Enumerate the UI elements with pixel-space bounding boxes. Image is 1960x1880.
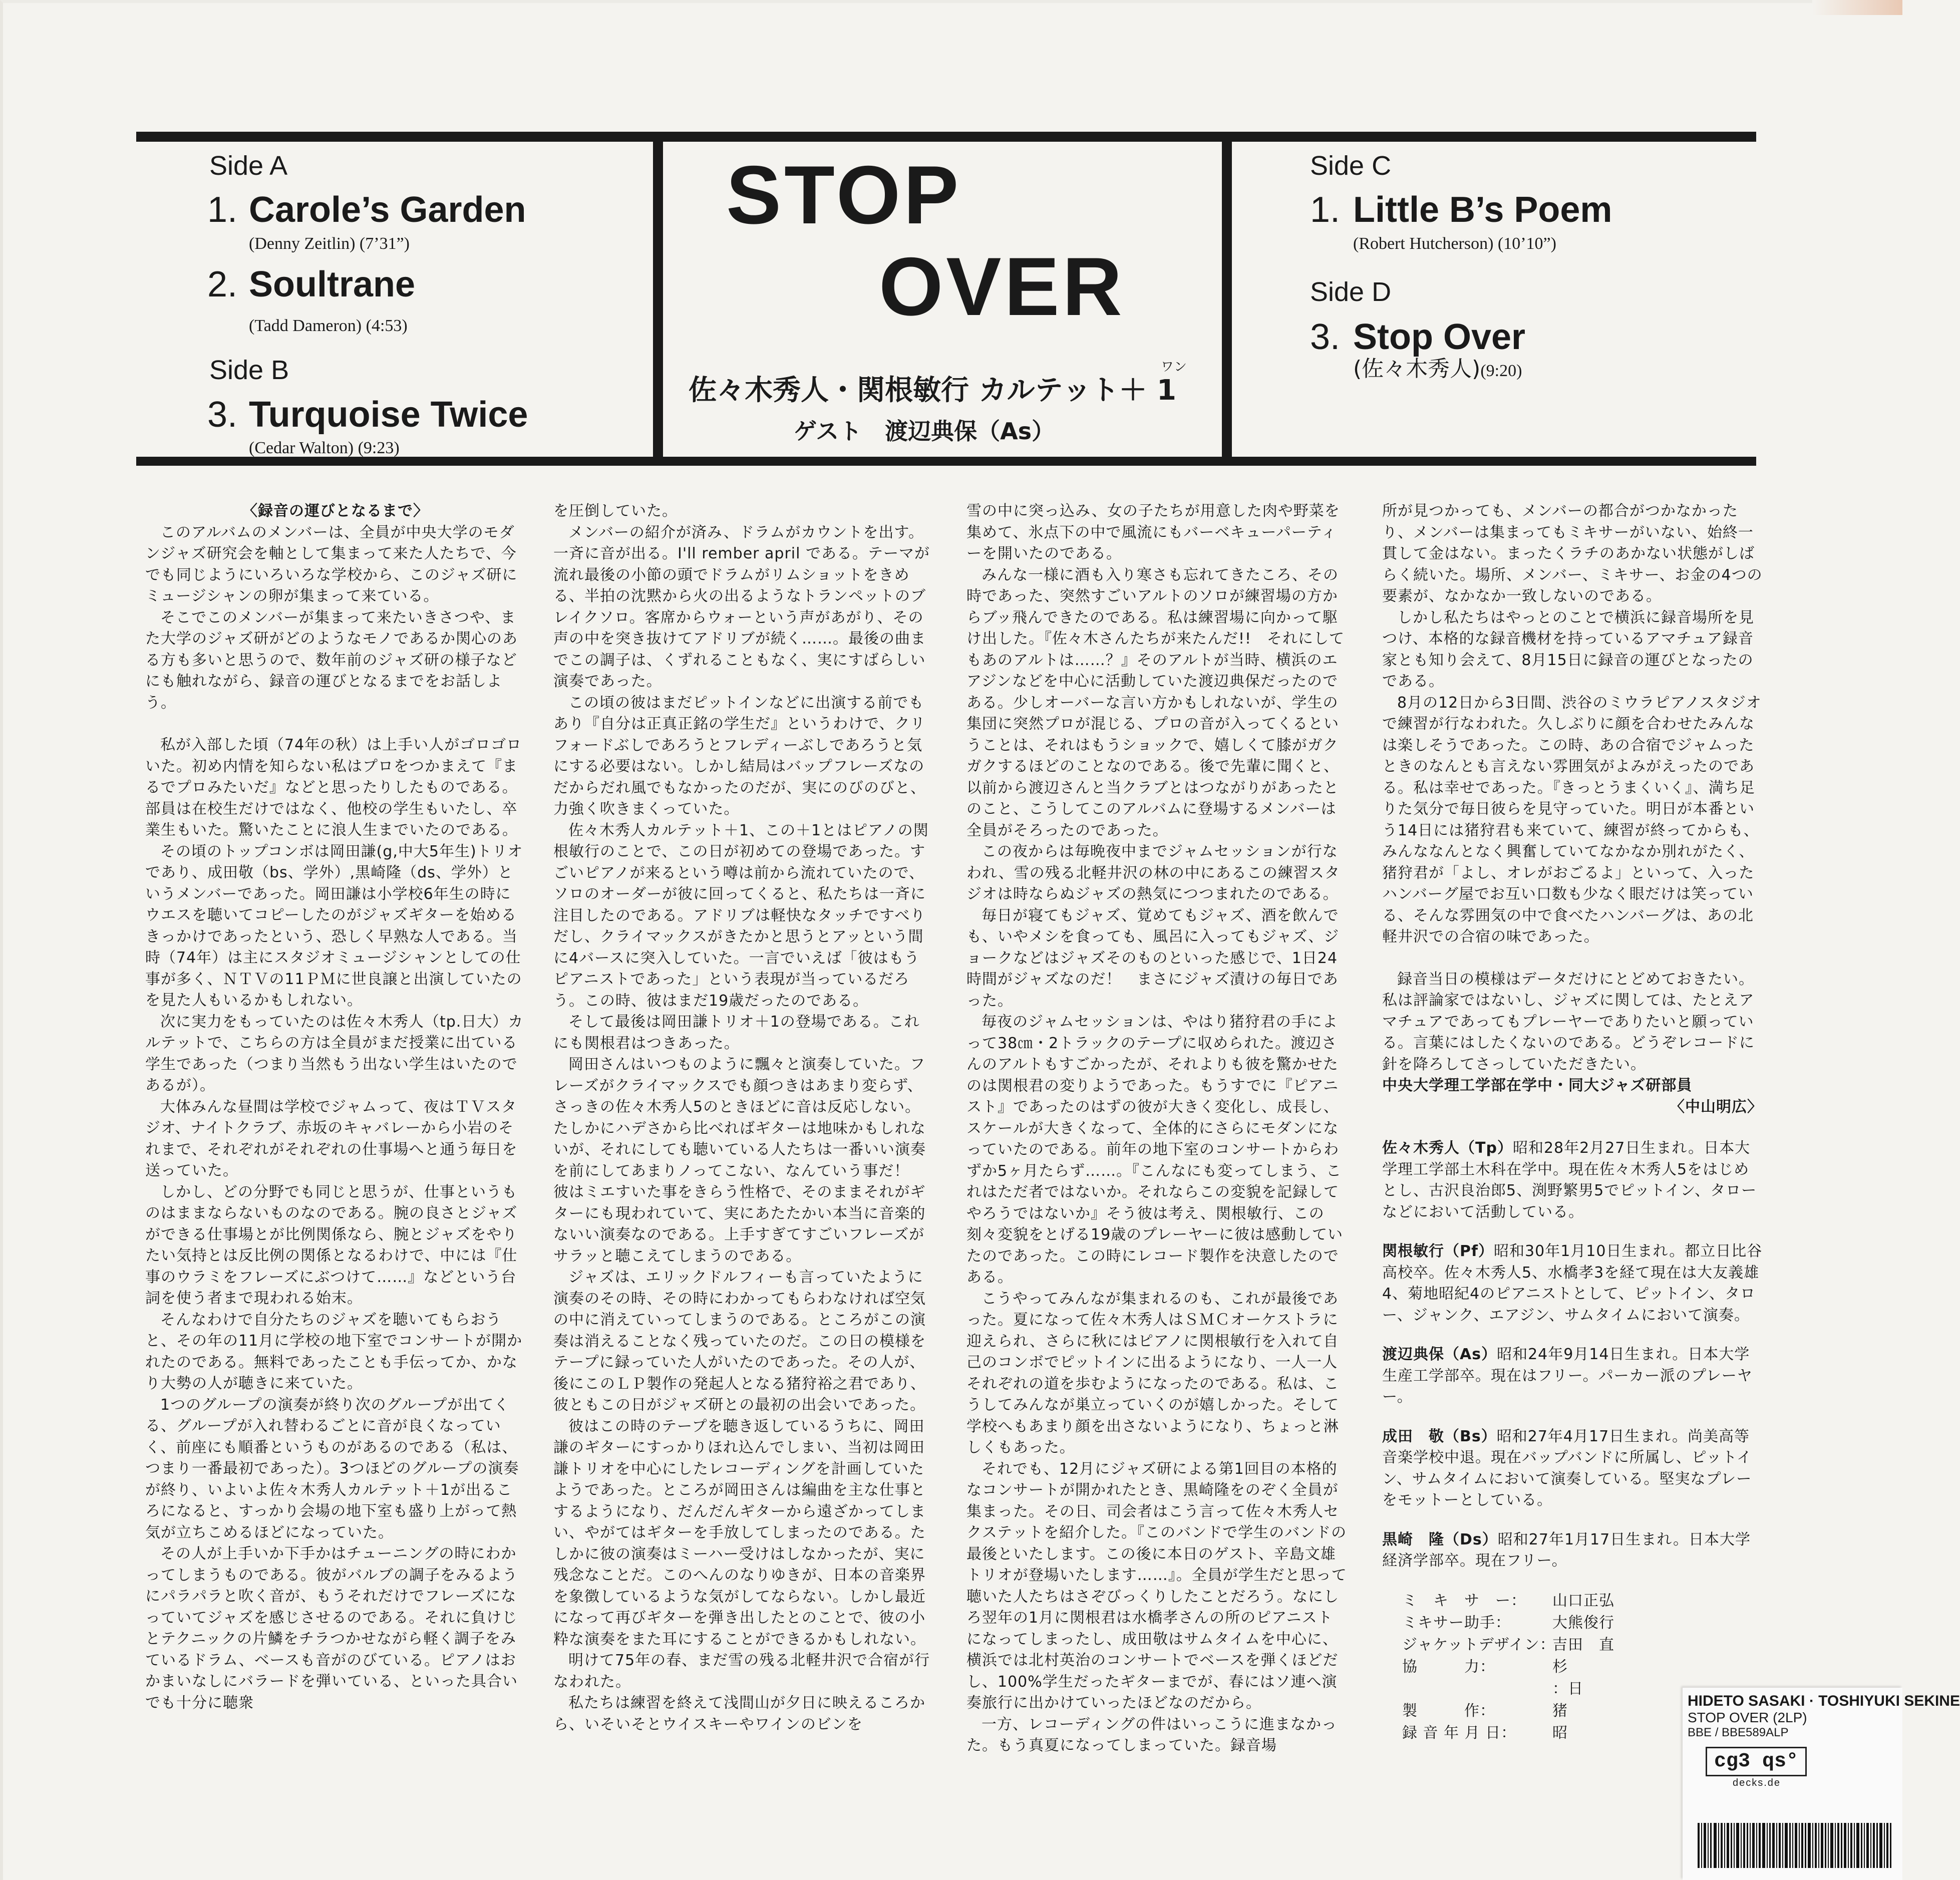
- staff-role: ミ キ サ ー：: [1402, 1592, 1526, 1610]
- side-d-label: Side D: [1310, 277, 1392, 307]
- band-name: 佐々木秀人・関根敏行 カルテット＋ 1: [689, 374, 1176, 407]
- album-title-line1: STOP: [726, 149, 962, 241]
- liner-paragraph: 私が入部した頃（74年の秋）は上手い人がゴロゴロいた。初め内情を知らない私はプロをつかまえて『まるでプロみたいだ』などと思ったりしたものである。部員は在校生だけではなく、他校の学生もいたし、卒業生もいた。驚いたことに浪人生までいたのである。: [145, 736, 522, 839]
- liner-column-4: [1382, 501, 1763, 1744]
- header-top-rule: [136, 132, 1756, 142]
- track-number: 3.: [207, 395, 238, 435]
- staff-name: 杉: [1552, 1658, 1568, 1676]
- member-text: 昭和27年4月17日生まれ。尚美高等音楽学校中退。現在バップバンドに所属し、ピットイン、サムタイムにおいて演奏している。堅実なプレーをモットーとしている。: [1382, 1427, 1752, 1509]
- liner-paragraph: この夜からは毎晩夜中までジャムセッションが行なわれ、雪の残る北軽井沢の林の中にあるこの練習スタジオは時ならぬジャズの熱気につつまれたのである。: [966, 843, 1340, 903]
- liner-paragraph: ジャズは、エリックドルフィーも言っていたように演奏のその時、その時にわかってもらわなければ空気の中に消えていってしまうのである。ところがこの演奏は消えることなく残っていたのだ。この日の模様をテープに録っていた人がいたのであった。その人が、後にこのＬＰ製作の発起人となる猪狩裕之君であり、彼ともこの日がジャズ研との最初の出会いであった。: [553, 1269, 926, 1414]
- liner-paragraph: 録音当日の模様はデータだけにとどめておきたい。私は評論家ではないし、ジャズに関しては、たとえアマチュアであってもプレーヤーでありたいと願っている。言葉にはしたくないのである。どうぞレコードに針を降ろしてさっしていただきたい。: [1382, 970, 1755, 1073]
- author-affiliation: 中央大学理工学部在学中・同大ジャズ研部員: [1382, 1077, 1693, 1094]
- track-number: 1.: [1310, 190, 1341, 230]
- header-divider-left: [653, 142, 663, 457]
- corner-wear: [1812, 0, 1902, 15]
- liner-column-2: [553, 501, 934, 1735]
- member-name: 黒崎 隆（Ds）: [1382, 1530, 1498, 1548]
- member-bio: [1382, 1344, 1763, 1408]
- member-text: 昭和28年2月27日生まれ。日本大学理工学部土木科在学中。現在佐々木秀人5をはじめとし、古沢良治郎5、渕野繁男5でピットイン、タローなどにおいて活動している。: [1382, 1139, 1757, 1221]
- ruby-reading: ワン: [1161, 360, 1187, 375]
- staff-name: 昭: [1552, 1724, 1568, 1742]
- liner-paragraph: 毎日が寝てもジャズ、覚めてもジャズ、酒を飲んでも、いやメシを食っても、風呂に入ってもジャズ、ジョークなどはジャズそのものといった感じで、1日24時間がジャズなのだ！ まさにジャズ漬けの毎日であった。: [966, 906, 1340, 1010]
- album-title-line2: OVER: [879, 240, 1125, 333]
- staff-role: 製 作：: [1402, 1702, 1495, 1720]
- liner-column-3: [966, 501, 1347, 1757]
- side-b-label: Side B: [209, 355, 289, 385]
- liner-paragraph: その人が上手いか下手かはチューニングの時にわかってしまうものである。彼がバルブの調子をみるようにパラパラと吹く音が、もうそれだけでフレーズになっていてジャズを感じさせるのである。それに負けじとテクニックの片鱗をチラつかせながら軽く調子をみているドラム、ベースも音がのびている。ピアノはおかまいなしにバラードを弾いている、といった具合いでも十分に聴衆: [145, 1545, 518, 1712]
- liner-paragraph: 雪の中に突っ込み、女の子たちが用意した肉や野菜を集めて、氷点下の中で風流にもバーベキューパーティーを開いたのである。: [966, 502, 1340, 562]
- paragraph-gap: [145, 714, 526, 735]
- staff-role: 協 力：: [1402, 1658, 1495, 1676]
- sticker-artist: HIDETO SASAKI · TOSHIYUKI SEKINE: [1688, 1693, 1960, 1709]
- track-number: 3.: [1310, 317, 1341, 357]
- liner-paragraph: 所が見つかっても、メンバーの都合がつかなかったり、メンバーは集まってもミキサーがいない、始終一貫して金はない。まったくラチのあかない状態がしばらく続いた。場所、メンバー、ミキサー、お金の4つの要素が、なかなか一致しないのである。: [1382, 502, 1763, 605]
- track-title: Stop Over: [1353, 317, 1526, 357]
- guest-credit: ゲスト 渡辺典保（As）: [794, 418, 1055, 445]
- staff-role: [1402, 1678, 1552, 1700]
- sticker-catalog: BBE / BBE589ALP: [1688, 1726, 1789, 1739]
- liner-paragraph: 次に実力をもっていたのは佐々木秀人（tp.日大）カルテットで、こちらの方は全員がまだ授業に出ている学生であった（つまり当然もう出ない学生はいたのであるが）。: [145, 1013, 524, 1094]
- liner-paragraph: 私たちは練習を終えて浅間山が夕日に映えるころから、いそいそとウイスキーやワインのビンを: [553, 1694, 925, 1733]
- liner-paragraph: 岡田さんはいつものように飄々と演奏していた。フレーズがクライマックスでも顔つきはあまり変らず、さっきの佐々木秀人5のときほどに音は反応しない。たしかにハデさから比べればギターは地味かもしれないが、それにしても聴いている人たちは一番いい演奏を前にしてあまりノってこない、なんていう事だ！ 彼はミエすいた事をきらう性格で、そのままそれがギターにも現われていて、実にあたたかい本当に音楽的ないい演奏なのである。上手すぎてすごいフレーズがサラッと聴こえてしまうのである。: [553, 1056, 926, 1265]
- liner-paragraph: 1つのグループの演奏が終り次のグループが出てくる、グループが入れ替わるごとに音が良くなっていく、前座にも順番というものがあるのである（私は、つまり一番最初であった）。3つほどのグループの演奏が終り、いよいよ佐々木秀人カルテット＋1が出るころになると、すっかり会場の地下室も盛り上がって熱気が立ちこめるほどになっていた。: [145, 1396, 519, 1541]
- shop-url: decks.de: [1733, 1777, 1781, 1788]
- liner-paragraph: この頃の彼はまだピットインなどに出演する前でもあり『自分は正真正銘の学生だ』というわけで、クリフォードぶしであろうとフレディーぶしであろうと気にする必要はない。しかし結局はバップフレーズなのだからだれ風でもなかったのだが、実にのびのびと、力強く吹きまくっていた。: [553, 694, 926, 818]
- member-bio: [1382, 1138, 1763, 1223]
- member-name: 佐々木秀人（Tp）: [1382, 1139, 1513, 1157]
- track-title: Little B’s Poem: [1353, 190, 1612, 230]
- paragraph-gap: [1382, 948, 1763, 969]
- track-title: Turquoise Twice: [249, 395, 528, 435]
- shop-logo: cg3 qs°: [1706, 1747, 1807, 1776]
- staff-row: [1402, 1656, 1763, 1678]
- staff-row: [1402, 1634, 1763, 1656]
- member-name: 渡辺典保（As）: [1382, 1346, 1497, 1363]
- liner-heading: 〈録音の運びとなるまで〉: [242, 502, 429, 520]
- member-text: 昭和24年9月14日生まれ。日本大学生産工学部卒。現在はフリー。パーカー派のプレーヤー。: [1382, 1346, 1753, 1406]
- sticker-title: STOP OVER (2LP): [1688, 1710, 1807, 1725]
- member-name: 成田 敬（Bs）: [1382, 1427, 1497, 1445]
- liner-paragraph: メンバーの紹介が済み、ドラムがカウントを出す。一斉に音が出る。I'll rember april である。テーマが流れ最後の小節の頭でドラムがリムショットをきめる、半拍の沈黙から火の出るようなトランペットのブレイクソロ。客席からウォーという声があがり、その声の中を突き抜けてアドリブが続く……。最後の曲までこの調子は、くずれることもなく、実にすばらしい演奏であった。: [553, 523, 930, 690]
- track-credit: (Robert Hutcherson) (10’10”): [1353, 234, 1556, 253]
- side-a-label: Side A: [209, 151, 288, 181]
- track-credit: (Denny Zeitlin) (7’31”): [249, 234, 410, 253]
- shop-sticker: [1683, 1688, 1960, 1880]
- liner-paragraph: みんな一様に酒も入り寒さも忘れてきたころ、その時であった、突然すごいアルトのソロが練習場の方からブッ飛んできたのである。私は練習場に向かって駆け出した。『佐々木さんたちが来たんだ!! それにしてもあのアルトは……？』そのアルトが当時、横浜のエアジンなどを中心に活動していた渡辺典保だったのである。少しオーバーな言い方かもしれないが、学生の集団に突然プロが混じる、プロの音が入ってくるということは、それはもうショックで、嬉しくて膝がガクガクするほどのことなのである。後で先輩に聞くと、以前から渡辺さんと当クラブとはつながりがあったとのこと、こうしてこのアルバムに登場するメンバーは全員がそろったのであった。: [966, 566, 1345, 839]
- liner-paragraph: しかし、どの分野でも同じと思うが、仕事というものはままならないものなのである。腕の良さとジャズができる仕事場とが比例関係なら、腕とジャズをやりたい気持とは反比例の関係となるわけで、中には『仕事のウラミをフレーズにぶつけて……』などという台詞を使う者まで現われる始末。: [145, 1183, 518, 1307]
- track-credit-group: [1353, 351, 1522, 383]
- staff-name: ：日: [1552, 1680, 1583, 1698]
- track-title: Soultrane: [249, 264, 416, 304]
- liner-paragraph: 佐々木秀人カルテット＋1、この＋1とはピアノの関根敏行のことで、この日が初めての登場であった。すごいピアノが来るという噂は前から流れていたので、ソロのオーダーが彼に回ってくると、私たちは一斉に注目したのである。アドリブは軽快なタッチですべりだし、クライマックスがきたかと思うとアッという間に4バースに突入していた。一言でいえば「彼はもうピアニストであった」という表現が当っているだろう。この時、彼はまだ19歳だったのである。: [553, 821, 929, 1010]
- member-bio: [1382, 1241, 1763, 1326]
- liner-paragraph: 8月の12日から3日間、渋谷のミウラピアノスタジオで練習が行なわれた。久しぶりに顔を合わせたみんなは楽しそうであった。この時、あの合宿でジャムったときのなんとも言えない雰囲気がよみがえったのである。私は幸せであった。『きっとうまくいく』、満ち足りた気分で毎日彼らを見守っていた。明日が本番という14日には猪狩君も来ていて、練習が終ってからも、みんななんとなく興奮していてなかなか別れがたく、猪狩君が「よし、オレがおごるよ」といって、入ったハンバーグ屋でお互い口数も少なく眼だけは笑っている、そんな雰囲気の中で食べたハンバーグは、あの北軽井沢での合宿の味であった。: [1382, 694, 1762, 946]
- liner-paragraph: 彼はこの時のテープを聴き返しているうちに、岡田謙のギターにすっかりほれ込んでしまい、当初は岡田謙トリオを中心にしたレコーディングを計画していたようであった。ところが岡田さんは編曲を主な仕事とするようになり、だんだんギターから遠ざかってしまい、やがてはギターを手放してしまったのである。たしかに彼の演奏はミーハー受けはしなかったが、実に残念なことだ。このへんのなりゆきが、日本の音楽界を象徴しているような気がしてならない。しかし最近になって再びギターを弾き出したとのことで、彼の小粋な演奏をまた耳にすることができるかもしれない。: [553, 1417, 926, 1648]
- liner-paragraph: そして最後は岡田謙トリオ＋1の登場である。これにも関根君はつきあった。: [553, 1013, 920, 1052]
- track-credit: (Cedar Walton) (9:23): [249, 439, 400, 457]
- track-credit: (佐々木秀人): [1353, 356, 1481, 382]
- liner-paragraph: 大体みんな昼間は学校でジャムって、夜はＴＶスタジオ、ナイトクラブ、赤坂のキャバレーから小岩のそれまで、それぞれがそれぞれの仕事場へと通う毎日を送っていた。: [145, 1098, 518, 1179]
- liner-paragraph: そこでこのメンバーが集まって来たいきさつや、また大学のジャズ研がどのようなモノであるか関心のある方も多いと思うので、数年前のジャズ研の様子などにも触れながら、録音の運びとなるまでをお話しよう。: [145, 608, 518, 712]
- staff-name: 猪: [1552, 1702, 1568, 1720]
- member-bio: [1382, 1529, 1763, 1572]
- liner-paragraph: 一方、レコーディングの件はいっこうに進まなかった。もう真夏になってしまっていた。録音場: [966, 1715, 1337, 1754]
- liner-paragraph: を圧倒していた。: [553, 502, 678, 520]
- staff-name: 大熊俊行: [1552, 1614, 1614, 1632]
- liner-paragraph: しかし私たちはやっとのことで横浜に録音場所を見つけ、本格的な録音機材を持っているアマチュア録音家とも知り会えて、8月15日に録音の運びとなったのである。: [1382, 608, 1754, 690]
- staff-name: 吉田 直: [1552, 1636, 1614, 1654]
- barcode-icon: [1698, 1823, 1893, 1868]
- liner-paragraph: そんなわけで自分たちのジャズを聴いてもらおうと、その年の11月に学校の地下室でコンサートが開かれたのである。無料であったことも手伝ってか、かなり大勢の人が聴きに来ていた。: [145, 1311, 523, 1392]
- liner-paragraph: こうやってみんなが集まれるのも、これが最後であった。夏になって佐々木秀人はＳＭＣオーケストラに迎えられ、さらに秋にはピアノに関根敏行を入れて自己のコンボでピットインに出るようになり、一人一人それぞれの道を歩むようになったのである。私は、こうしてみんなが巣立っていくのが嬉しかった。そして学校へもあまり顔を出さないようになり、ちょっと淋しくもあった。: [966, 1290, 1339, 1456]
- liner-column-1: [145, 501, 526, 1714]
- section-gap: [1382, 1118, 1763, 1138]
- member-text: 昭和30年1月10日生まれ。都立日比谷高校卒。佐々木秀人5、水橋孝3を経て現在は大友義雄4、菊地昭紀4のピアニストとして、ピットイン、タロー、ジャンク、エアジン、サムタイムにおいて演奏。: [1382, 1242, 1763, 1324]
- staff-row: [1402, 1612, 1763, 1634]
- staff-row: [1402, 1590, 1763, 1612]
- member-name: 関根敏行（Pf）: [1382, 1242, 1494, 1260]
- liner-paragraph: 毎夜のジャムセッションは、やはり猪狩君の手によって38㎝・2トラックのテープに収められた。渡辺さんのアルトもすごかったが、それよりも彼を驚かせたのは関根君の変りようであった。もうすでに『ピアニスト』であったのはずの彼が大きく変化し、成長し、スケールが大きくなって、全体的にさらにモダンになっていたのである。前年の地下室のコンサートからわずか5ヶ月たらず……。『こんなにも変ってしまう、これはただ者ではないか。それならこの変貌を記録してやろうではないか』そう彼は考え、関根敏行、この刻々変貌をとげる19歳のプレーヤーに彼は感動していたのであった。この時にレコード製作を決意したのである。: [966, 1013, 1343, 1286]
- member-bio: [1382, 1426, 1763, 1511]
- member-text: 昭和27年1月17日生まれ。日本大学経済学部卒。現在フリー。: [1382, 1530, 1751, 1570]
- staff-role: ミキサー助手：: [1402, 1614, 1511, 1632]
- track-number: 1.: [207, 190, 238, 230]
- track-credit: (Tadd Dameron) (4:53): [249, 317, 408, 335]
- author-name: 〈中山明広〉: [1670, 1098, 1763, 1116]
- track-number: 2.: [207, 264, 238, 304]
- header-divider-right: [1222, 142, 1232, 457]
- staff-role: ジャケットデザイン：: [1402, 1636, 1555, 1654]
- liner-paragraph: それでも、12月にジャズ研による第1回目の本格的なコンサートが開かれたとき、黒崎隆をのぞく全員が集まった。その日、司会者はこう言って佐々木秀人セクステットを紹介した。『このバンドで学生のバンドの最後といたします。この後に本日のゲスト、辛島文雄トリオが登場いたします……』。全員が学生だと思って聴いた人たちはさぞびっくりしたことだろう。なにしろ翌年の1月に関根君は水橋孝さんの所のピアニストになってしまったし、成田敬はサムタイムを中心に、横浜では北村英治のコンサートでベースを弾くほどだし、100%学生だったギターまでが、春にはソ連へ演奏旅行に出かけていったほどなのだから。: [966, 1460, 1347, 1712]
- staff-role: 録 音 年 月 日：: [1402, 1724, 1517, 1742]
- header-bottom-rule: [136, 457, 1756, 466]
- staff-name: 山口正弘: [1552, 1592, 1614, 1610]
- liner-paragraph: このアルバムのメンバーは、全員が中央大学のモダンジャズ研究会を軸として集まって来た人たちで、今でも同じようにいろいろな学校から、このジャズ研にミュージシャンの卵が集まって来ている。: [145, 523, 518, 605]
- liner-paragraph: その頃のトップコンボは岡田謙(g,中大5年生)トリオであり、成田敬（bs、学外）,黒崎隆（ds、学外）というメンバーであった。岡田謙は小学校6年生の時にウエスを聴いてコピーしたのがジャズギターを始めるきっかけであったという、恐しく早熟な人である。当時（74年）は主にスタジオミュージシャンとしての仕事が多く、ＮＴＶの11ＰＭに世良譲と出演していたのを見た人もいるかもしれない。: [145, 842, 523, 1009]
- track-time: (9:20): [1480, 362, 1522, 380]
- side-c-label: Side C: [1310, 151, 1392, 181]
- track-title: Carole’s Garden: [249, 190, 526, 230]
- liner-paragraph: 明けて75年の春、まだ雪の残る北軽井沢で合宿が行なわれた。: [553, 1652, 930, 1691]
